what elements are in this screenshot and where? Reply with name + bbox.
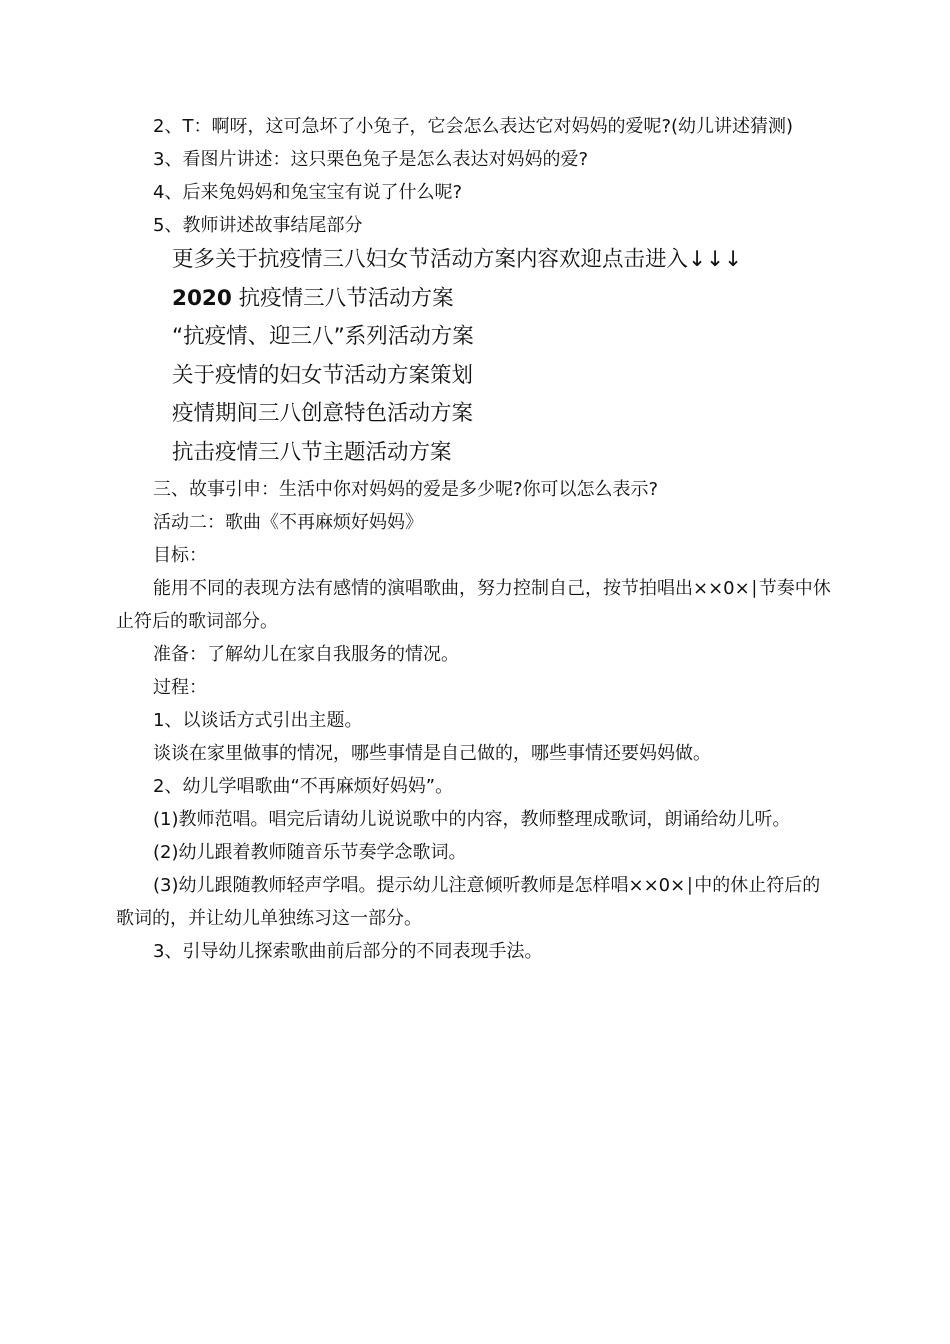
- process-step-1-detail: 谈谈在家里做事的情况，哪些事情是自己做的，哪些事情还要妈妈做。: [153, 743, 711, 764]
- goal-text: 能用不同的表现方法有感情的演唱歌曲，努力控制自己，按节拍唱出××0×∣节奏中休止符后的歌词部分。: [116, 578, 831, 632]
- process-step-2-3: (3)幼儿跟随教师轻声学唱。提示幼儿注意倾听教师是怎样唱××0×∣中的休止符后的歌词的，并让幼儿单独练习这一部分。: [116, 875, 821, 929]
- preparation-text: 准备：了解幼儿在家自我服务的情况。: [153, 644, 459, 665]
- process-step-2: 2、幼儿学唱歌曲“不再麻烦好妈妈”。: [153, 776, 454, 797]
- link-womens-day-plan[interactable]: 关于疫情的妇女节活动方案策划: [172, 363, 474, 388]
- activity-two-heading: 活动二：歌曲《不再麻烦好妈妈》: [153, 512, 423, 533]
- process-step-3: 3、引导幼儿探索歌曲前后部分的不同表现手法。: [153, 941, 543, 962]
- link-text: 抗疫情三八节活动方案: [231, 286, 454, 311]
- process-step-1: 1、以谈话方式引出主题。: [153, 710, 363, 731]
- link-2020-activity-plan[interactable]: [172, 280, 454, 318]
- process-step-2-1: (1)教师范唱。唱完后请幼儿说说歌中的内容，教师整理成歌词，朗诵给幼儿听。: [153, 809, 791, 830]
- goal-label: 目标：: [153, 545, 207, 566]
- link-theme-activity-plan[interactable]: 抗击疫情三八节主题活动方案: [172, 440, 452, 465]
- step-5-text: 5、教师讲述故事结尾部分: [153, 215, 363, 236]
- more-content-link[interactable]: 更多关于抗疫情三八妇女节活动方案内容欢迎点击进入↓↓↓: [172, 247, 743, 272]
- link-creative-activity-plan[interactable]: 疫情期间三八创意特色活动方案: [172, 401, 474, 426]
- link-series-activity-plan[interactable]: “抗疫情、迎三八”系列活动方案: [172, 324, 474, 349]
- story-extension-text: 三、故事引申：生活中你对妈妈的爱是多少呢?你可以怎么表示?: [153, 479, 659, 500]
- step-2-text: 2、T：啊呀，这可急坏了小兔子，它会怎么表达它对妈妈的爱呢?(幼儿讲述猜测): [153, 116, 794, 137]
- step-3-text: 3、看图片讲述：这只栗色兔子是怎么表达对妈妈的爱?: [153, 149, 589, 170]
- process-label: 过程：: [153, 677, 207, 698]
- link-year: 2020: [172, 286, 232, 311]
- step-4-text: 4、后来兔妈妈和兔宝宝有说了什么呢?: [153, 182, 463, 203]
- process-step-2-2: (2)幼儿跟着教师随音乐节奏学念歌词。: [153, 842, 467, 863]
